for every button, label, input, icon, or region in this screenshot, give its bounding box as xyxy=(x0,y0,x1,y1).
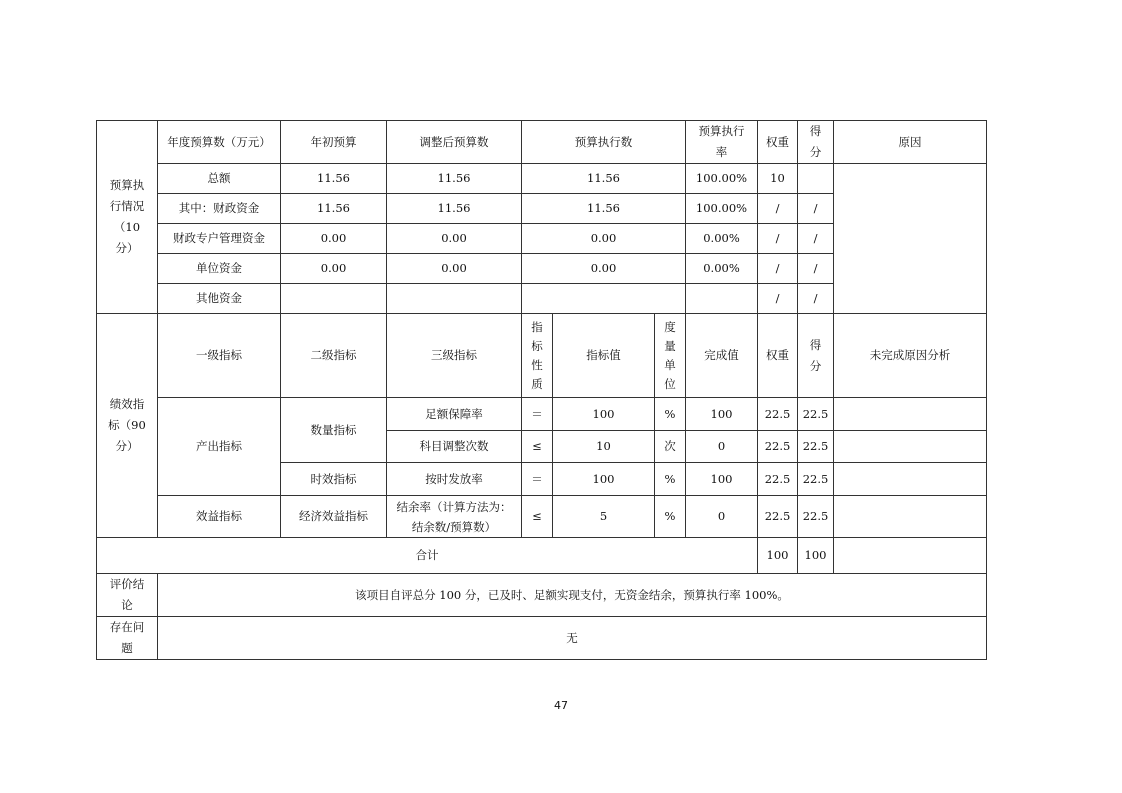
benefit-indicator-label: 效益指标 xyxy=(158,496,281,538)
total-weight: 100 xyxy=(758,538,798,574)
budget-weight: / xyxy=(758,224,798,254)
adjusted-budget-header: 调整后预算数 xyxy=(387,121,522,164)
nature-cell: ≤ xyxy=(522,431,553,463)
performance-section-label: 绩效指标（90 分） xyxy=(97,314,158,538)
issues-row xyxy=(97,617,987,660)
budget-row-label: 其他资金 xyxy=(158,284,281,314)
indicator-row xyxy=(97,398,987,431)
nature-cell: ≤ xyxy=(522,496,553,538)
budget-weight: / xyxy=(758,254,798,284)
level3-cell: 足额保障率 xyxy=(387,398,522,431)
evaluation-text: 该项目自评总分 100 分，已及时、足额实现支付，无资金结余，预算执行率 100%。 xyxy=(158,574,987,617)
nature-header: 指标性质 xyxy=(522,314,553,398)
analysis-cell xyxy=(834,431,987,463)
analysis-cell xyxy=(834,398,987,431)
total-row xyxy=(97,538,987,574)
evaluation-row xyxy=(97,574,987,617)
nature-cell: ＝ xyxy=(522,463,553,496)
level3-cell: 结余率（计算方法为：结余数/预算数） xyxy=(387,496,522,538)
output-indicator-label: 产出指标 xyxy=(158,398,281,496)
weight-cell: 22.5 xyxy=(758,496,798,538)
level3-header: 三级指标 xyxy=(387,314,522,398)
budget-adjusted: 11.56 xyxy=(387,194,522,224)
budget-weight: / xyxy=(758,194,798,224)
budget-initial: 11.56 xyxy=(281,164,387,194)
budget-section-label: 预算执行情况（10 分） xyxy=(97,121,158,314)
level2-header: 二级指标 xyxy=(281,314,387,398)
target-cell: 10 xyxy=(553,431,655,463)
analysis-cell xyxy=(834,496,987,538)
budget-score: / xyxy=(798,224,834,254)
weight-cell: 22.5 xyxy=(758,463,798,496)
score-cell: 22.5 xyxy=(798,431,834,463)
budget-rate: 100.00% xyxy=(686,194,758,224)
issues-text: 无 xyxy=(158,617,987,660)
budget-executed: 0.00 xyxy=(522,254,686,284)
actual-cell: 100 xyxy=(686,398,758,431)
annual-budget-header: 年度预算数（万元） xyxy=(158,121,281,164)
budget-adjusted: 0.00 xyxy=(387,254,522,284)
budget-score: / xyxy=(798,194,834,224)
budget-row-label: 单位资金 xyxy=(158,254,281,284)
weight-header: 权重 xyxy=(758,121,798,164)
budget-rate: 0.00% xyxy=(686,254,758,284)
budget-executed: 0.00 xyxy=(522,224,686,254)
level3-cell: 按时发放率 xyxy=(387,463,522,496)
score-cell: 22.5 xyxy=(798,463,834,496)
budget-row xyxy=(97,164,987,194)
budget-adjusted: 11.56 xyxy=(387,164,522,194)
unit-header: 度量单位 xyxy=(655,314,686,398)
target-cell: 100 xyxy=(553,398,655,431)
total-score: 100 xyxy=(798,538,834,574)
page-number: 47 xyxy=(554,699,568,712)
budget-row-label: 财政专户管理资金 xyxy=(158,224,281,254)
nature-cell: ＝ xyxy=(522,398,553,431)
budget-rate: 0.00% xyxy=(686,224,758,254)
actual-cell: 0 xyxy=(686,496,758,538)
total-label: 合计 xyxy=(97,538,758,574)
target-header: 指标值 xyxy=(553,314,655,398)
budget-adjusted xyxy=(387,284,522,314)
budget-weight: 10 xyxy=(758,164,798,194)
perf-score-header: 得分 xyxy=(798,314,834,398)
analysis-cell xyxy=(834,463,987,496)
executed-header: 预算执行数 xyxy=(522,121,686,164)
budget-row-label: 总额 xyxy=(158,164,281,194)
actual-cell: 0 xyxy=(686,431,758,463)
unit-cell: % xyxy=(655,463,686,496)
performance-header-row xyxy=(97,314,987,398)
budget-row-label: 其中：财政资金 xyxy=(158,194,281,224)
unit-cell: 次 xyxy=(655,431,686,463)
score-header: 得分 xyxy=(798,121,834,164)
budget-score: / xyxy=(798,284,834,314)
reason-cell xyxy=(834,164,987,314)
indicator-row xyxy=(97,496,987,538)
exec-rate-header: 预算执行率 xyxy=(686,121,758,164)
budget-initial: 0.00 xyxy=(281,224,387,254)
weight-cell: 22.5 xyxy=(758,431,798,463)
timeliness-indicator-label: 时效指标 xyxy=(281,463,387,496)
economic-indicator-label: 经济效益指标 xyxy=(281,496,387,538)
budget-initial: 0.00 xyxy=(281,254,387,284)
reason-header: 原因 xyxy=(834,121,987,164)
budget-rate: 100.00% xyxy=(686,164,758,194)
total-blank xyxy=(834,538,987,574)
weight-cell: 22.5 xyxy=(758,398,798,431)
actual-cell: 100 xyxy=(686,463,758,496)
unit-cell: % xyxy=(655,496,686,538)
budget-rate xyxy=(686,284,758,314)
score-cell: 22.5 xyxy=(798,496,834,538)
budget-initial: 11.56 xyxy=(281,194,387,224)
level3-cell: 科目调整次数 xyxy=(387,431,522,463)
initial-budget-header: 年初预算 xyxy=(281,121,387,164)
target-cell: 5 xyxy=(553,496,655,538)
budget-header-row xyxy=(97,121,987,164)
level1-header: 一级指标 xyxy=(158,314,281,398)
budget-weight: / xyxy=(758,284,798,314)
issues-label: 存在问题 xyxy=(97,617,158,660)
performance-evaluation-table xyxy=(96,120,987,660)
budget-score xyxy=(798,164,834,194)
budget-adjusted: 0.00 xyxy=(387,224,522,254)
evaluation-label: 评价结论 xyxy=(97,574,158,617)
target-cell: 100 xyxy=(553,463,655,496)
analysis-header: 未完成原因分析 xyxy=(834,314,987,398)
budget-score: / xyxy=(798,254,834,284)
quantity-indicator-label: 数量指标 xyxy=(281,398,387,463)
perf-weight-header: 权重 xyxy=(758,314,798,398)
unit-cell: % xyxy=(655,398,686,431)
score-cell: 22.5 xyxy=(798,398,834,431)
budget-executed xyxy=(522,284,686,314)
budget-executed: 11.56 xyxy=(522,194,686,224)
budget-initial xyxy=(281,284,387,314)
budget-executed: 11.56 xyxy=(522,164,686,194)
actual-header: 完成值 xyxy=(686,314,758,398)
